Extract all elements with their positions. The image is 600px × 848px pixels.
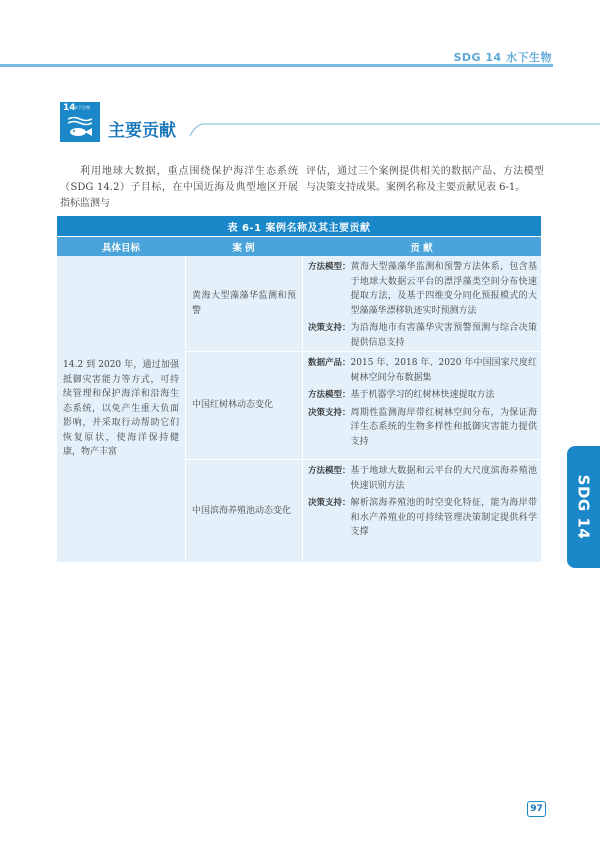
header-rule <box>0 64 553 67</box>
item-label: 方法模型： <box>308 390 351 400</box>
item-text: 为沿海地市有害藻华灾害预警预测与综合决策提供信息支持 <box>350 323 537 348</box>
item-text: 黄海大型藻藻华监测和预警方法体系，包含基于地球大数据云平台的漂浮藻类空间分布快速提取方法，及基于四维变分同化预报模式的大型藻藻华漂移轨迹实时预测方法 <box>350 262 537 316</box>
sdg14-side-tab <box>567 446 600 568</box>
intro-paragraph-left: 利用地球大数据，重点围绕保护海洋生态系统（SDG 14.2）子目标，在中国近海及典型地区开展指标监测与 <box>60 166 298 209</box>
case-name: 中国滨海养殖池动态变化 <box>192 505 292 516</box>
table-body <box>57 256 541 562</box>
contribution-item <box>308 464 537 493</box>
case-cell <box>186 256 303 351</box>
title-decoration <box>0 110 600 150</box>
goal-cell <box>57 256 186 562</box>
item-text: 2015 年、2018 年、2020 年中国国家尺度红树林空间分布数据集 <box>350 358 537 383</box>
item-text: 基于机器学习的红树林快速提取方法 <box>350 390 495 400</box>
table-row <box>186 352 541 459</box>
contribution-item <box>308 388 537 403</box>
item-text: 解析滨海养殖池的时空变化特征，能为海岸带和水产养殖业的可持续管理决策制定提供科学支撑 <box>350 498 537 537</box>
item-text: 基于地球大数据和云平台的大尺度滨海养殖池快速识别方法 <box>350 466 537 491</box>
contribution-item <box>308 356 537 385</box>
table-caption: 表 6-1 案例名称及其主要贡献 <box>57 216 541 236</box>
header-goal: 具体目标 <box>101 242 140 254</box>
item-label: 决策支持： <box>308 407 351 418</box>
contribution-item <box>308 406 537 450</box>
page-number: 97 <box>527 801 546 817</box>
intro-paragraph-right: 评估，通过三个案例提供相关的数据产品、方法模型与决策支持成果。案例名称及主要贡献见表 6-1。 <box>306 166 544 193</box>
table-row <box>186 256 541 351</box>
contribution-item <box>308 496 537 540</box>
badge-number: 14 <box>63 103 76 113</box>
contribution-item <box>308 321 537 350</box>
item-label: 方法模型： <box>308 262 351 272</box>
case-cell <box>186 460 303 562</box>
side-tab-label: SDG 14 <box>574 474 593 540</box>
item-label: 决策支持： <box>308 323 351 333</box>
item-label: 决策支持： <box>308 498 351 508</box>
badge-label: 水下生物 <box>74 105 90 110</box>
contribution-cell <box>303 256 541 351</box>
item-label: 数据产品： <box>308 358 351 368</box>
running-header: SDG 14 水下生物 <box>453 51 552 64</box>
header-case: 案 例 <box>232 242 255 254</box>
table-header-row <box>57 236 541 256</box>
case-name: 中国红树林动态变化 <box>192 400 274 411</box>
table-row <box>186 460 541 562</box>
item-text: 周期性监测海岸带红树林空间分布，为保证海洋生态系统的生物多样性和抵御灾害能力提供支持 <box>350 407 537 447</box>
case-name: 黄海大型藻藻华监测和预警 <box>192 291 296 316</box>
item-label: 方法模型： <box>308 466 351 476</box>
contribution-item <box>308 260 537 318</box>
section-title: 主要贡献 <box>108 121 176 141</box>
contribution-cell <box>303 460 541 562</box>
contribution-cell <box>303 352 541 459</box>
goal-text: 14.2 到 2020 年，通过加强抵御灾害能力等方式，可持续管理和保护海洋和沿海生态系统，以免产生重大负面影响，并采取行动帮助它们恢复原状，使海洋保持健康，物产丰富 <box>63 360 179 458</box>
contribution-table <box>57 216 541 561</box>
header-contribution: 贡 献 <box>410 242 433 254</box>
case-cell <box>186 352 303 459</box>
